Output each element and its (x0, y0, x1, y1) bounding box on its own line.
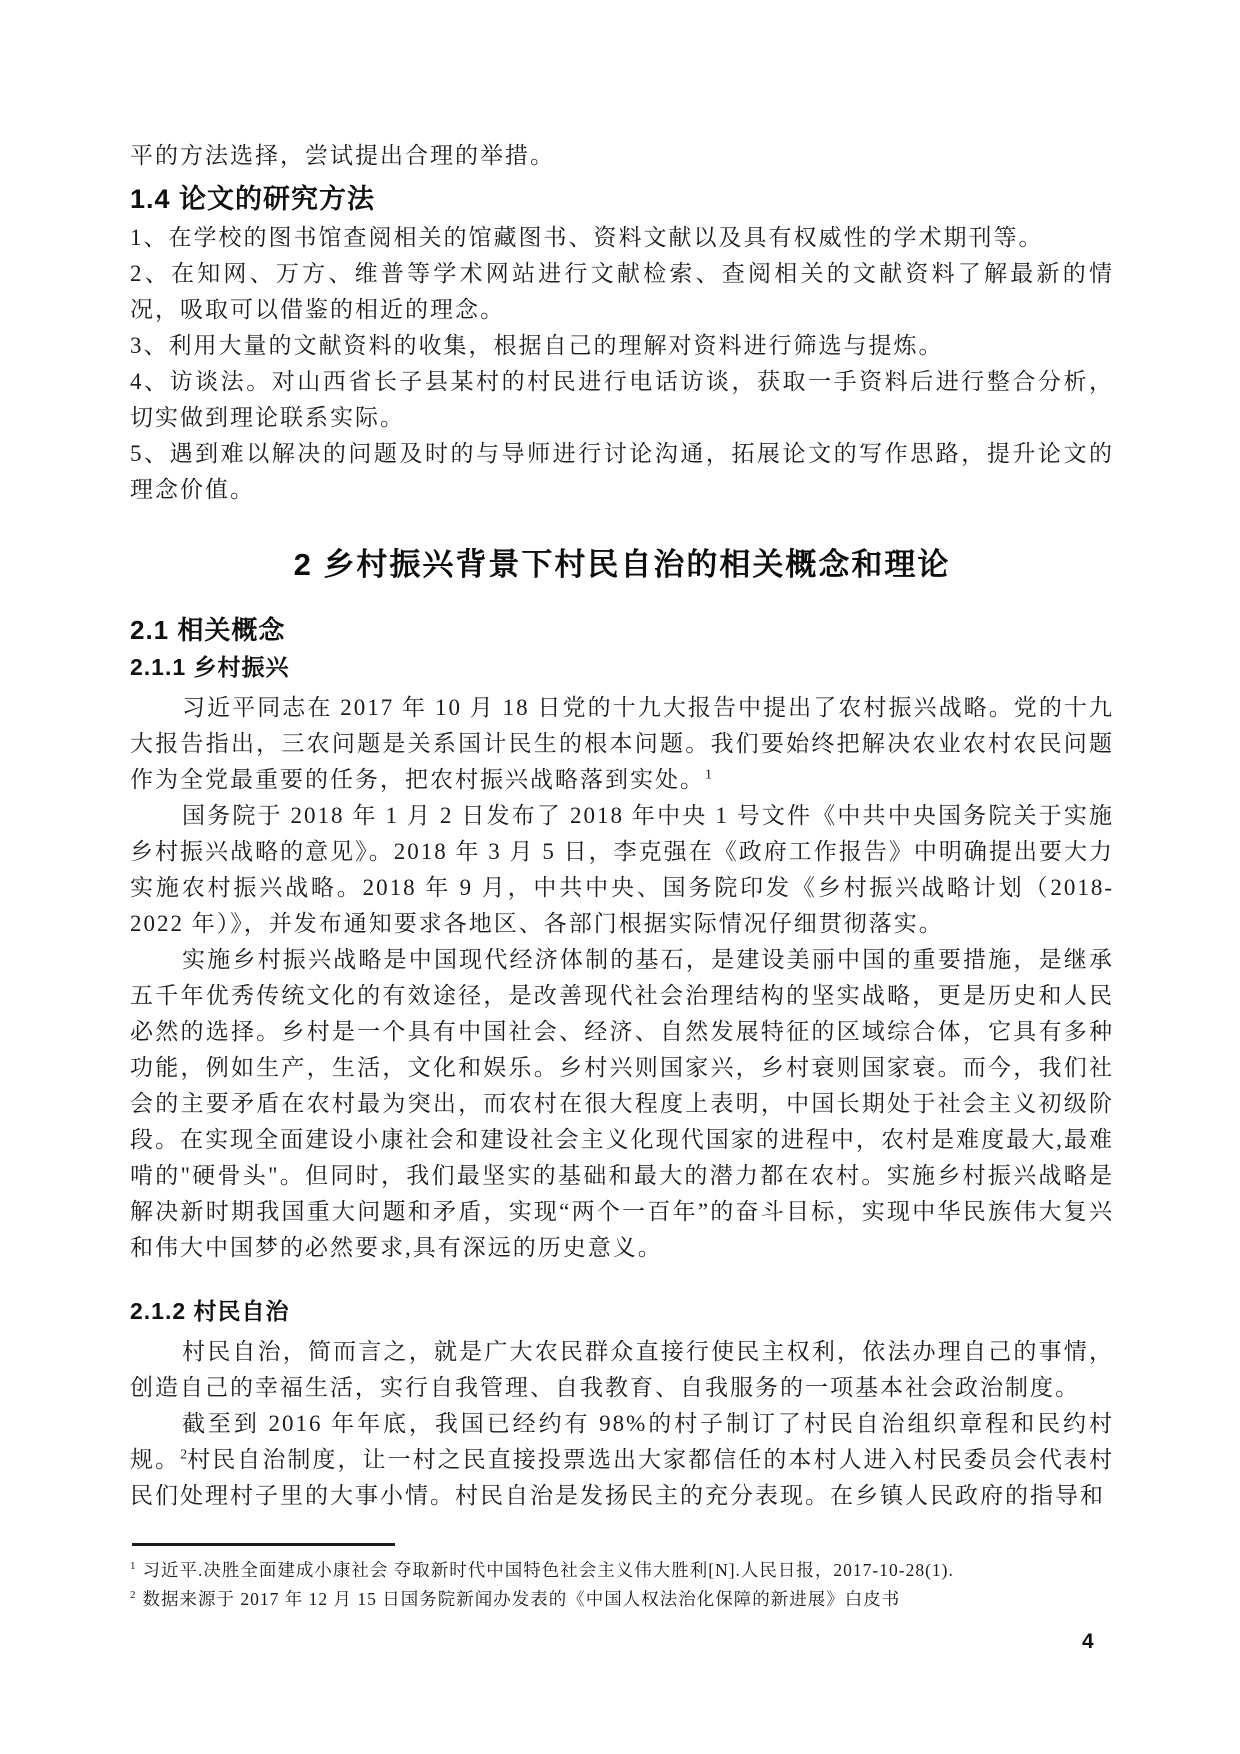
page-number: 4 (1082, 1630, 1094, 1653)
method-list-item-3: 3、利用大量的文献资料的收集，根据自己的理解对资料进行筛选与提炼。 (130, 333, 944, 358)
footnote-2-marker: 2 (130, 1589, 137, 1602)
method-list-item-5: 5、遇到难以解决的问题及时的与导师进行讨论沟通，拓展论文的写作思路，提升论文的理念价值。 (130, 441, 1114, 502)
footnote-separator (132, 1543, 395, 1546)
method-list-item-2: 2、在知网、万方、维普等学术网站进行文献检索、查阅相关的文献资料了解最新的情况，吸取可以借鉴的相近的理念。 (130, 261, 1114, 322)
footnote-1-marker: 1 (130, 1560, 137, 1573)
heading-section-2-1-2: 2.1.2 村民自治 (130, 1298, 290, 1324)
heading-section-2-1-1: 2.1.1 乡村振兴 (130, 654, 290, 680)
heading-chapter-2: 2 乡村振兴背景下村民自治的相关概念和理论 (293, 547, 951, 582)
paragraph-text: 习近平同志在 2017 年 10 月 18 日党的十九大报告中提出了农村振兴战略。党的十九大报告指出，三农问题是关系国计民生的根本问题。我们要始终把解决农业农村农民问题作为全党最重要的任务，把农村振兴战略落到实处。 (130, 695, 1114, 792)
paragraph-2-1-1-a (130, 690, 1114, 798)
paragraph-text: 截至到 2016 年年底，我国已经约有 98%的村子制订了村民自治组织章程和民约村规。 (130, 1411, 1114, 1472)
method-list-item-4: 4、访谈法。对山西省长子县某村的村民进行电话访谈，获取一手资料后进行整合分析，切实做到理论联系实际。 (130, 369, 1114, 430)
page-content (130, 138, 1114, 1514)
paragraph-2-1-1-c: 实施乡村振兴战略是中国现代经济体制的基石，是建设美丽中国的重要措施，是继承五千年优秀传统文化的有效途径，是改善现代社会治理结构的坚实战略，更是历史和人民必然的选择。乡村是一个具有中国社会、经济、自然发展特征的区域综合体，它具有多种功能，例如生产，生活，文化和娱乐。乡村兴则国家兴，乡村衰则国家衰。而今，我们社会的主要矛盾在农村最为突出，而农村在很大程度上表明，中国长期处于社会主义初级阶段。在实现全面建设小康社会和建设社会主义化现代国家的进程中，农村是难度最大,最难啃的"硬骨头"。但同时，我们最坚实的基础和最大的潜力都在农村。实施乡村振兴战略是解决新时期我国重大问题和矛盾，实现“两个一百年”的奋斗目标，实现中华民族伟大复兴和伟大中国梦的必然要求,具有深远的历史意义。 (130, 947, 1114, 1260)
heading-section-1-4: 1.4 论文的研究方法 (130, 184, 376, 214)
footnote-2-text: 数据来源于 2017 年 12 月 15 日国务院新闻办发表的《中国人权法治化保障的新进展》白皮书 (142, 1589, 901, 1609)
paragraph-2-1-2-a: 村民自治，简而言之，就是广大农民群众直接行使民主权利，依法办理自己的事情，创造自己的幸福生活，实行自我管理、自我教育、自我服务的一项基本社会政治制度。 (130, 1339, 1114, 1400)
method-list-item-1: 1、在学校的图书馆查阅相关的馆藏图书、资料文献以及具有权威性的学术期刊等。 (130, 225, 1044, 250)
paragraph-continuation: 平的方法选择，尝试提出合理的举措。 (130, 143, 555, 168)
heading-section-2-1: 2.1 相关概念 (130, 615, 286, 645)
footnote-2 (130, 1585, 1114, 1614)
paragraph-2-1-1-b: 国务院于 2018 年 1 月 2 日发布了 2018 年中央 1 号文件《中共中央国务院关于实施乡村振兴战略的意见》。2018 年 3 月 5 日，李克强在《政府工作报告》中明确提出要大力实施农村振兴战略。2018 年 9 月，中共中央、国务院印发《乡村振兴战略计划（2018-2022 年）》，并发布通知要求各地区、各部门根据实际情况仔细贯彻落实。 (130, 803, 1115, 936)
paragraph-2-1-2-b (130, 1406, 1114, 1514)
paragraph-text: 村民自治制度，让一村之民直接投票选出大家都信任的本村人进入村民委员会代表村民们处理村子里的大事小情。村民自治是发扬民主的充分表现。在乡镇人民政府的指导和 (130, 1447, 1115, 1508)
footnote-ref-2: 2 (180, 1447, 188, 1463)
footnote-1 (130, 1556, 1114, 1585)
footnote-1-text: 习近平.决胜全面建成小康社会 夺取新时代中国特色社会主义伟大胜利[N].人民日报，2017-10-28(1). (142, 1560, 954, 1580)
method-list (130, 220, 1114, 508)
footnotes-block (130, 1543, 1114, 1614)
footnote-ref-1: 1 (705, 767, 712, 783)
